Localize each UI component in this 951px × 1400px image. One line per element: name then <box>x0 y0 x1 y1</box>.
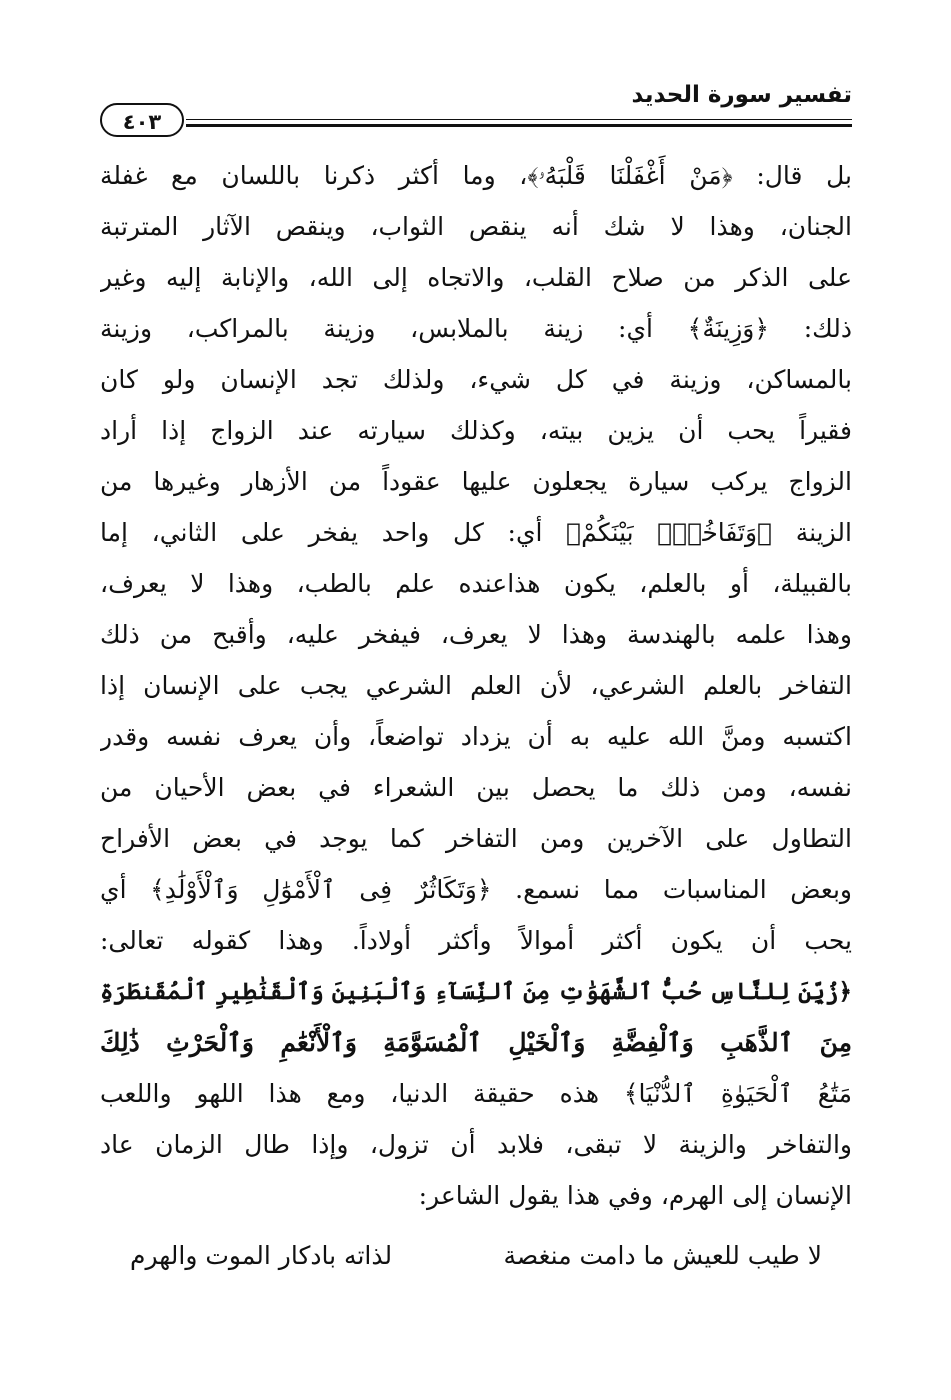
text-line: الإنسان إلى الهرم، وفي هذا يقول الشاعر: <box>418 1181 852 1210</box>
header-rule-thick <box>186 124 852 127</box>
text-line: وبعض المناسبات مما نسمع. ﴿وَتَكَاثُرٌ فِى ٱلْأَمْوَٰلِ وَٱلْأَوْلَٰدِ﴾ أي <box>100 875 852 904</box>
text-line: وهذا علمه بالهندسة وهذا لا يعرف، فيفخر عليه، وأقبح من ذلك <box>100 620 852 649</box>
text-line: ذلك: ﴿وَزِينَةٌ﴾ أي: زينة بالملابس، وزينة بالمراكب، وزينة <box>100 314 852 343</box>
poem-first-hemistich: لا طيب للعيش ما دامت منغصة <box>503 1241 822 1270</box>
text-line: بالقبيلة، أو بالعلم، يكون هذاعنده علم بالطب، وهذا لا يعرف، <box>100 569 852 598</box>
poem-second-hemistich: لذاته بادكار الموت والهرم <box>130 1241 393 1270</box>
poem-verse <box>130 1230 822 1282</box>
text-line: التفاخر بالعلم الشرعي، لأن العلم الشرعي يجب على الإنسان إذا <box>100 671 852 700</box>
text-line: التطاول على الآخرين ومن التفاخر كما يوجد في بعض الأفراح <box>100 824 852 853</box>
text-line: نفسه، ومن ذلك ما يحصل بين الشعراء في بعض الأحيان من <box>100 773 852 802</box>
text-line: الجنان، وهذا لا شك أنه ينقص الثواب، وينقص الآثار المترتبة <box>100 212 852 241</box>
quran-verse-line: مِنَ ٱلذَّهَبِ وَٱلْفِضَّةِ وَٱلْخَيْلِ ٱلْمُسَوَّمَةِ وَٱلْأَنْعَٰمِ وَٱلْحَرْثِ ذَٰلِكَ <box>100 1028 852 1057</box>
text-line: الزينة ﴿وَتَفَاخُرٌۢ بَيْنَكُمْ﴾ أي: كل واحد يفخر على الثاني، إما <box>100 518 852 547</box>
text-line: والتفاخر والزينة لا تبقى، فلابد أن تزول، وإذا طال الزمان عاد <box>100 1130 852 1159</box>
text-line: الزواج يركب سيارة يجعلون عليها عقوداً من الأزهار وغيرها من <box>100 467 852 496</box>
text-line: يحب أن يكون أكثر أموالاً وأكثر أولاداً. وهذا كقوله تعالى: <box>100 926 852 955</box>
text-line: بالمساكن، وزينة في كل شيء، ولذلك تجد الإنسان ولو كان <box>100 365 852 394</box>
text-line: اكتسبه ومنَّ الله عليه به أن يزداد تواضعاً، وأن يعرف نفسه وقدر <box>100 722 852 751</box>
page-header <box>100 78 852 134</box>
text-line: مَتَٰعُ ٱلْحَيَوٰةِ ٱلدُّنْيَا﴾ هذه حقيقة الدنيا، ومع هذا اللهو واللعب <box>100 1079 852 1108</box>
text-line: فقيراً يحب أن يزين بيته، وكذلك سيارته عند الزواج إذا أراد <box>100 416 852 445</box>
quran-verse-line: ﴿زُيِّنَ لِلنَّاسِ حُبُّ ٱلشَّهَوَٰتِ مِنَ ٱلنِّسَآءِ وَٱلْبَنِينَ وَٱلْقَنَٰطِيرِ ٱلْمُقَنطَرَةِ <box>100 978 852 1005</box>
text-line: على الذكر من صلاح القلب، والاتجاه إلى الله، والإنابة إليه وغير <box>100 263 852 292</box>
header-rule-thin <box>186 119 852 120</box>
text-line: بل قال: ﴿مَنْ أَغْفَلْنَا قَلْبَهُۥ﴾، وما أكثر ذكرنا باللسان مع غفلة <box>100 161 852 190</box>
page-number: ٤٠٣ <box>100 103 184 137</box>
body-text <box>100 150 852 1221</box>
running-title: تفسير سورة الحديد <box>631 82 852 108</box>
